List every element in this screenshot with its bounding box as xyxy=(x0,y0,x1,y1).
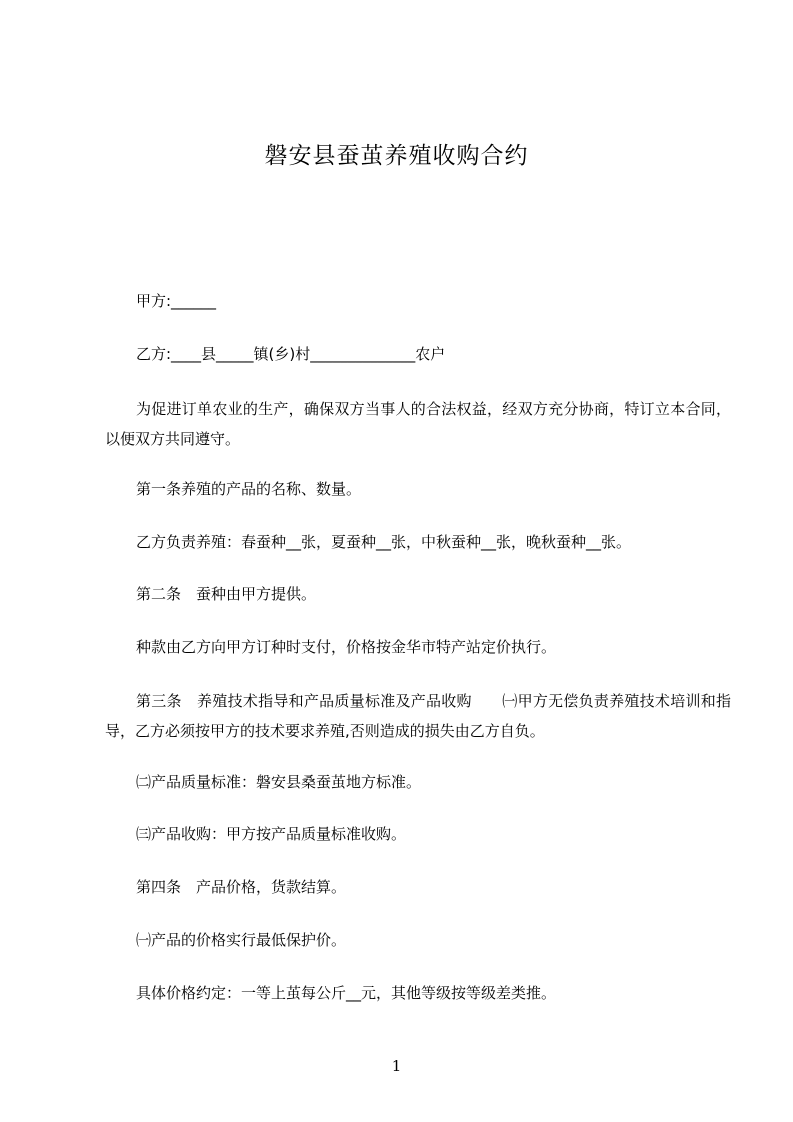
article-3-item-2: ㈡产品质量标准：磐安县桑蚕茧地方标准。 xyxy=(136,773,422,791)
article-2-body: 种款由乙方向甲方订种时支付，价格按金华市特产站定价执行。 xyxy=(136,638,557,656)
article-4-item-1: ㈠产品的价格实行最低保护价。 xyxy=(136,931,347,949)
article-4-heading: 第四条 产品价格，货款结算。 xyxy=(136,878,347,896)
article-1-body: 乙方负责养殖：春蚕种__张，夏蚕种__张，中秋蚕种__张，晚秋蚕种__张。 xyxy=(136,533,632,551)
preamble-paragraph: 为促进订单农业的生产，确保双方当事人的合法权益，经双方充分协商，特订立本合同，以便双方共同遵守。 xyxy=(105,400,731,448)
article-3-item-3: ㈢产品收购：甲方按产品质量标准收购。 xyxy=(136,825,407,843)
party-a-line: 甲方:______ xyxy=(136,292,217,310)
article-4-price-line: 具体价格约定：一等上茧每公斤__元，其他等级按等级差类推。 xyxy=(136,984,557,1002)
article-3-paragraph: 第三条 养殖技术指导和产品质量标准及产品收购 ㈠甲方无偿负责养殖技术培训和指导，乙方必须按甲方的技术要求养殖,否则造成的损失由乙方自负。 xyxy=(105,692,731,740)
document-title: 磐安县蚕茧养殖收购合约 xyxy=(264,143,529,169)
article-1-heading: 第一条养殖的产品的名称、数量。 xyxy=(136,480,362,498)
party-b-line: 乙方:____县_____镇(乡)村______________农户 xyxy=(136,345,446,363)
page-number: 1 xyxy=(391,1057,402,1075)
article-2-heading: 第二条 蚕种由甲方提供。 xyxy=(136,585,317,603)
